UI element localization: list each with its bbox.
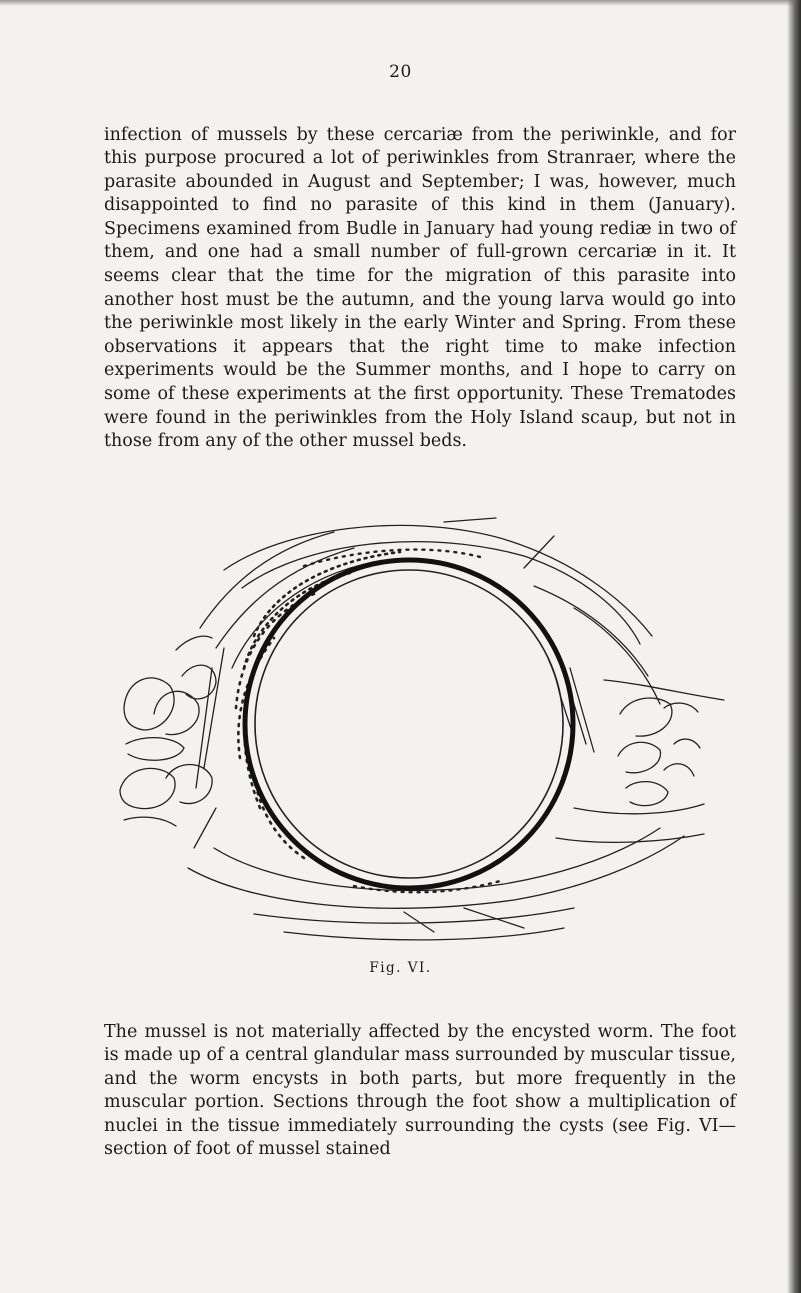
tissue-cell	[620, 698, 672, 736]
figure-cyst-section	[104, 508, 736, 960]
tissue-layer	[574, 608, 660, 704]
striation	[444, 518, 496, 522]
tissue-cell	[664, 764, 694, 776]
body-paragraph-1: infection of mussels by these cercariæ from the periwinkle, and for this purpose procured a lot of periwinkles from Stranraer, where the parasite abounded in August and September; I was, however, much disappointed to find no parasite of this kind in them (January). Specimens examined from Budle in January had young rediæ in two of them, and one had a small number of full-grown cercariæ in it. It seems clear that the time for the migration of this parasite into another host must be the autumn, and the young larva would go into the periwinkle most likely in the early Winter and Spring. From these observations it appears that the right time to make infection experiments would be the Summer months, and I hope to carry on some of these experiments at the first opportunity. These Trematodes were found in the periwinkles from the Holy Island scaup, but not in those from any of the other mussel beds.	[104, 124, 736, 452]
striation	[404, 912, 434, 932]
tissue-cell	[674, 739, 700, 748]
tissue-layer	[604, 680, 724, 700]
scan-right-edge	[787, 0, 801, 1293]
tissue-cell	[120, 768, 175, 808]
tissue-cell	[626, 782, 668, 806]
striation	[196, 668, 212, 788]
tissue-cell	[124, 678, 174, 730]
tissue-cell	[664, 703, 698, 712]
tissue-cell	[124, 817, 176, 826]
striation	[194, 808, 216, 848]
striation	[464, 908, 524, 928]
tissue-layer	[556, 834, 704, 842]
page-number: 20	[389, 62, 412, 82]
tissue-cell	[618, 742, 661, 772]
tissue-layer	[254, 908, 574, 923]
cyst-lumen	[256, 571, 562, 877]
tissue-cell	[176, 636, 212, 650]
tissue-layer	[534, 586, 648, 676]
striation	[524, 536, 554, 568]
tissue-cell	[166, 765, 212, 804]
tissue-cell	[126, 738, 184, 761]
scan-top-edge	[0, 0, 801, 6]
body-paragraph-2: The mussel is not materially affected by the encysted worm. The foot is made up of a central glandular mass surrounded by muscular tissue, and the worm encysts in both parts, but more frequently in the muscular portion. Sections through the foot show a multiplication of nuclei in the tissue immediately surrounding the cysts (see Fig. VI—section of foot of mussel stained	[104, 1021, 736, 1160]
figure-caption: Fig. VI.	[369, 960, 432, 976]
tissue-layer	[284, 928, 564, 940]
